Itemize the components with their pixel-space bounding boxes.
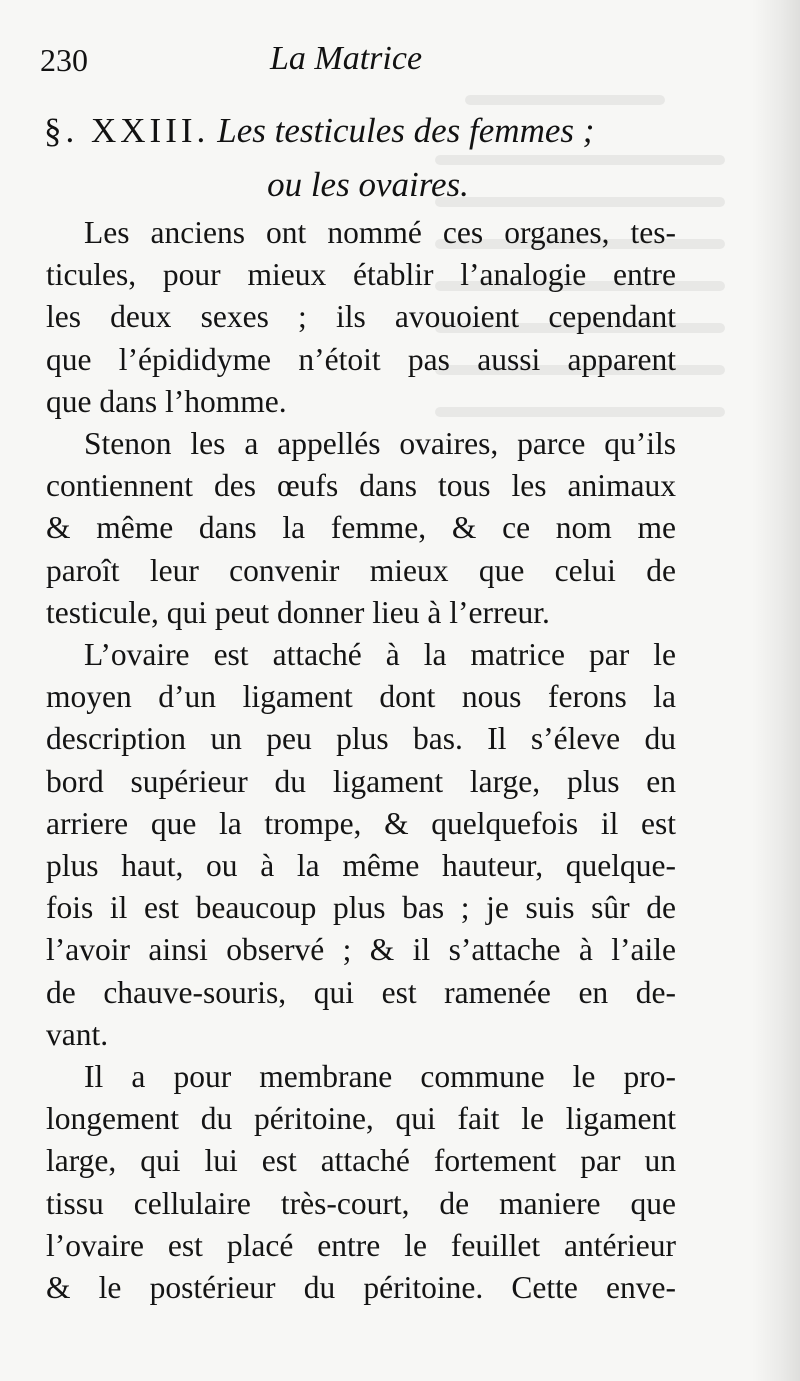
text-line: arriere que la trompe, & quelquefois il est <box>46 805 676 841</box>
text-line: bord supérieur du ligament large, plus en <box>46 763 676 799</box>
text-line: & même dans la femme, & ce nom me <box>46 510 676 546</box>
page-number: 230 <box>40 42 88 78</box>
page-edge-shadow <box>752 0 800 1381</box>
text-line: que l’épididyme n’étoit pas aussi apparent <box>46 341 676 377</box>
text-line: l’ovaire est placé entre le feuillet antérieur <box>46 1227 676 1263</box>
text-line: testicule, qui peut donner lieu à l’erreur. <box>46 594 550 630</box>
text-line: description un peu plus bas. Il s’éleve du <box>46 721 676 757</box>
running-title: La Matrice <box>270 40 423 77</box>
text-line: tissu cellulaire très-court, de maniere que <box>46 1185 676 1221</box>
text-line: de chauve-souris, qui est ramenée en de- <box>46 974 676 1010</box>
text-line: Stenon les a appellés ovaires, parce qu’ils <box>84 426 676 462</box>
text-line: contiennent des œufs dans tous les animaux <box>46 468 676 504</box>
text-line: & le postérieur du péritoine. Cette enve- <box>46 1270 676 1306</box>
text-line: Les anciens ont nommé ces organes, tes- <box>84 215 676 250</box>
body-text <box>46 212 676 1309</box>
section-title-line-1: Les testicules des femmes ; <box>217 111 595 150</box>
paragraph-4 <box>46 1056 676 1309</box>
text-line: que dans l’homme. <box>46 383 287 419</box>
section-title-line-2: ou les ovaires. <box>267 165 469 204</box>
text-line: paroît leur convenir mieux que celui de <box>46 552 676 588</box>
text-line: les deux sexes ; ils avouoient cependant <box>46 299 676 335</box>
text-line: l’avoir ainsi observé ; & il s’attache à l’aile <box>46 932 676 968</box>
text-line: large, qui lui est attaché fortement par un <box>46 1143 676 1179</box>
page-header <box>40 38 680 88</box>
text-line: vant. <box>46 1016 109 1052</box>
section-heading <box>44 104 684 212</box>
text-line: plus haut, ou à la même hauteur, quelque- <box>46 848 676 884</box>
section-number: §. XXIII. <box>44 111 210 150</box>
text-line: longement du péritoine, qui fait le ligament <box>46 1101 676 1137</box>
text-line: Il a pour membrane commune le pro- <box>84 1059 676 1095</box>
paragraph-2 <box>46 423 676 634</box>
paragraph-3 <box>46 634 676 1056</box>
text-line: fois il est beaucoup plus bas ; je suis sûr de <box>46 890 676 926</box>
text-line: L’ovaire est attaché à la matrice par le <box>84 637 676 673</box>
paragraph-1 <box>46 212 676 423</box>
text-line: moyen d’un ligament dont nous ferons la <box>46 679 676 715</box>
text-line: ticules, pour mieux établir l’analogie entre <box>46 257 676 293</box>
